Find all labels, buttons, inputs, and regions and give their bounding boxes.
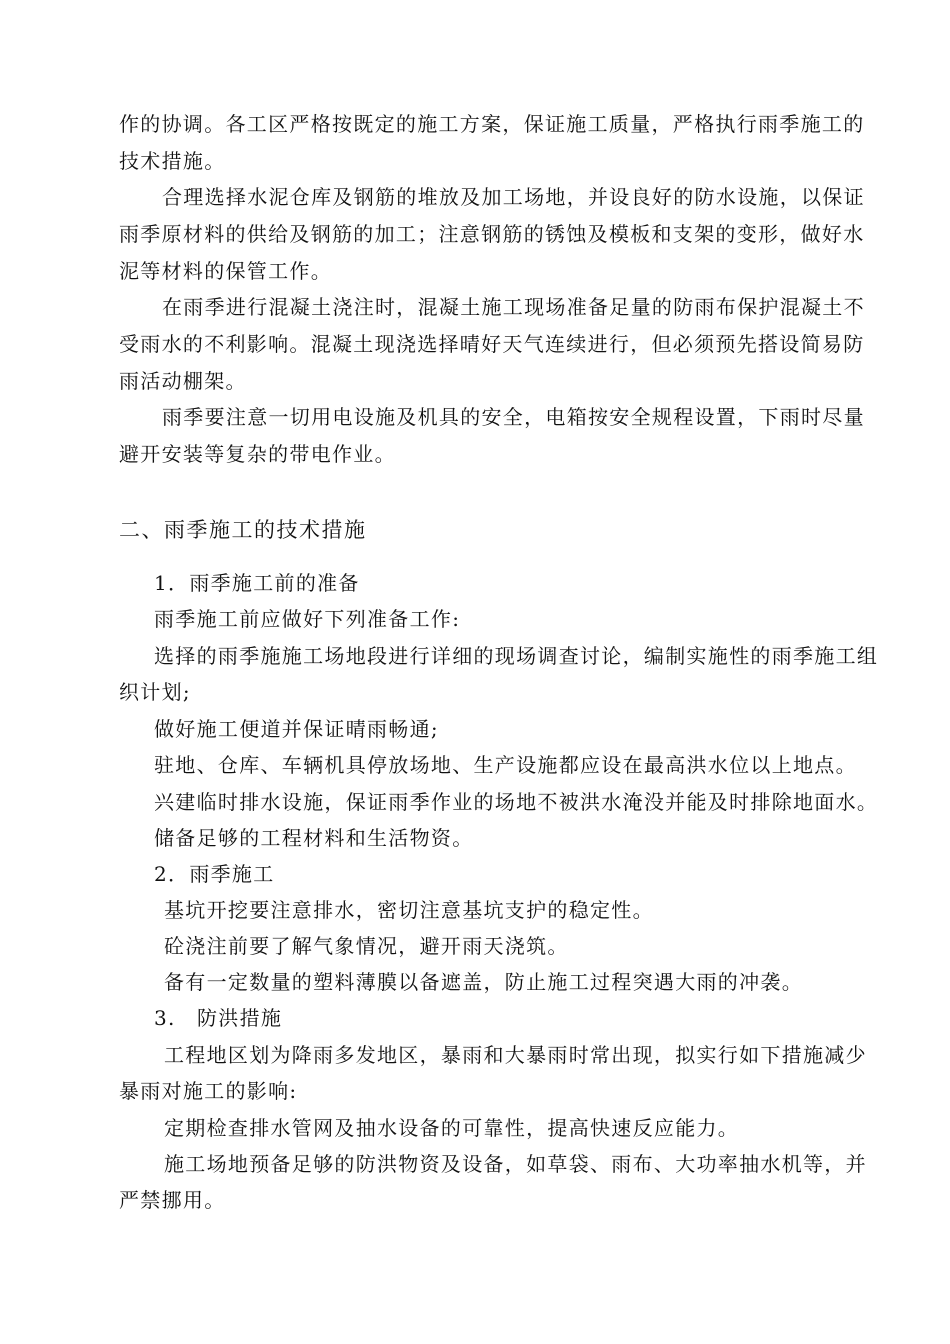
paragraph-line: 避开安装等复杂的带电作业。 [119,442,396,466]
paragraph-line: 基坑开挖要注意排水，密切注意基坑支护的稳定性。 [164,898,654,922]
paragraph-line: 严禁挪用。 [119,1188,226,1212]
paragraph-line: 泥等材料的保管工作。 [119,259,332,283]
subsection-heading: 3. 防洪措施 [154,1006,283,1030]
paragraph-line: 雨季原材料的供给及钢筋的加工；注意钢筋的锈蚀及模板和支架的变形，做好水 [119,222,865,246]
paragraph-line: 砼浇注前要了解气象情况，避开雨天浇筑。 [164,934,569,958]
paragraph-line: 做好施工便道并保证晴雨畅通; [154,717,439,741]
subsection-heading: 1．雨季施工前的准备 [154,571,360,595]
paragraph-line: 受雨水的不利影响。混凝土现浇选择晴好天气连续进行，但必须预先搭设简易防 [119,332,865,356]
subsection-heading: 2．雨季施工 [154,862,275,886]
paragraph-line: 作的协调。各工区严格按既定的施工方案，保证施工质量，严格执行雨季施工的 [119,112,865,136]
paragraph-line: 合理选择水泥仓库及钢筋的堆放及加工场地，并设良好的防水设施，以保证 [162,185,865,209]
paragraph-line: 储备足够的工程材料和生活物资。 [154,826,474,850]
paragraph-line: 驻地、仓库、车辆机具停放场地、生产设施都应设在最高洪水位以上地点。 [154,753,857,777]
paragraph-line: 兴建临时排水设施，保证雨季作业的场地不被洪水淹没并能及时排除地面水。 [154,790,879,814]
paragraph-line: 暴雨对施工的影响: [119,1079,298,1103]
paragraph-line: 技术措施。 [119,149,226,173]
paragraph-line: 定期检查排水管网及抽水设备的可靠性，提高快速反应能力。 [164,1116,740,1140]
paragraph-line: 选择的雨季施施工场地段进行详细的现场调查讨论，编制实施性的雨季施工组 [154,644,879,668]
paragraph-line: 施工场地预备足够的防洪物资及设备，如草袋、雨布、大功率抽水机等，并 [164,1152,867,1176]
section-heading: 二、雨季施工的技术措施 [119,518,367,542]
paragraph-line: 雨季要注意一切用电设施及机具的安全，电箱按安全规程设置，下雨时尽量 [162,405,865,429]
paragraph-line: 工程地区划为降雨多发地区，暴雨和大暴雨时常出现，拟实行如下措施减少 [164,1043,867,1067]
paragraph-line: 织计划; [119,680,191,704]
paragraph-line: 雨季施工前应做好下列准备工作: [154,607,461,631]
paragraph-line: 在雨季进行混凝土浇注时，混凝土施工现场准备足量的防雨布保护混凝土不 [162,295,865,319]
paragraph-line: 雨活动棚架。 [119,369,247,393]
paragraph-line: 备有一定数量的塑料薄膜以备遮盖，防止施工过程突遇大雨的冲袭。 [164,970,803,994]
